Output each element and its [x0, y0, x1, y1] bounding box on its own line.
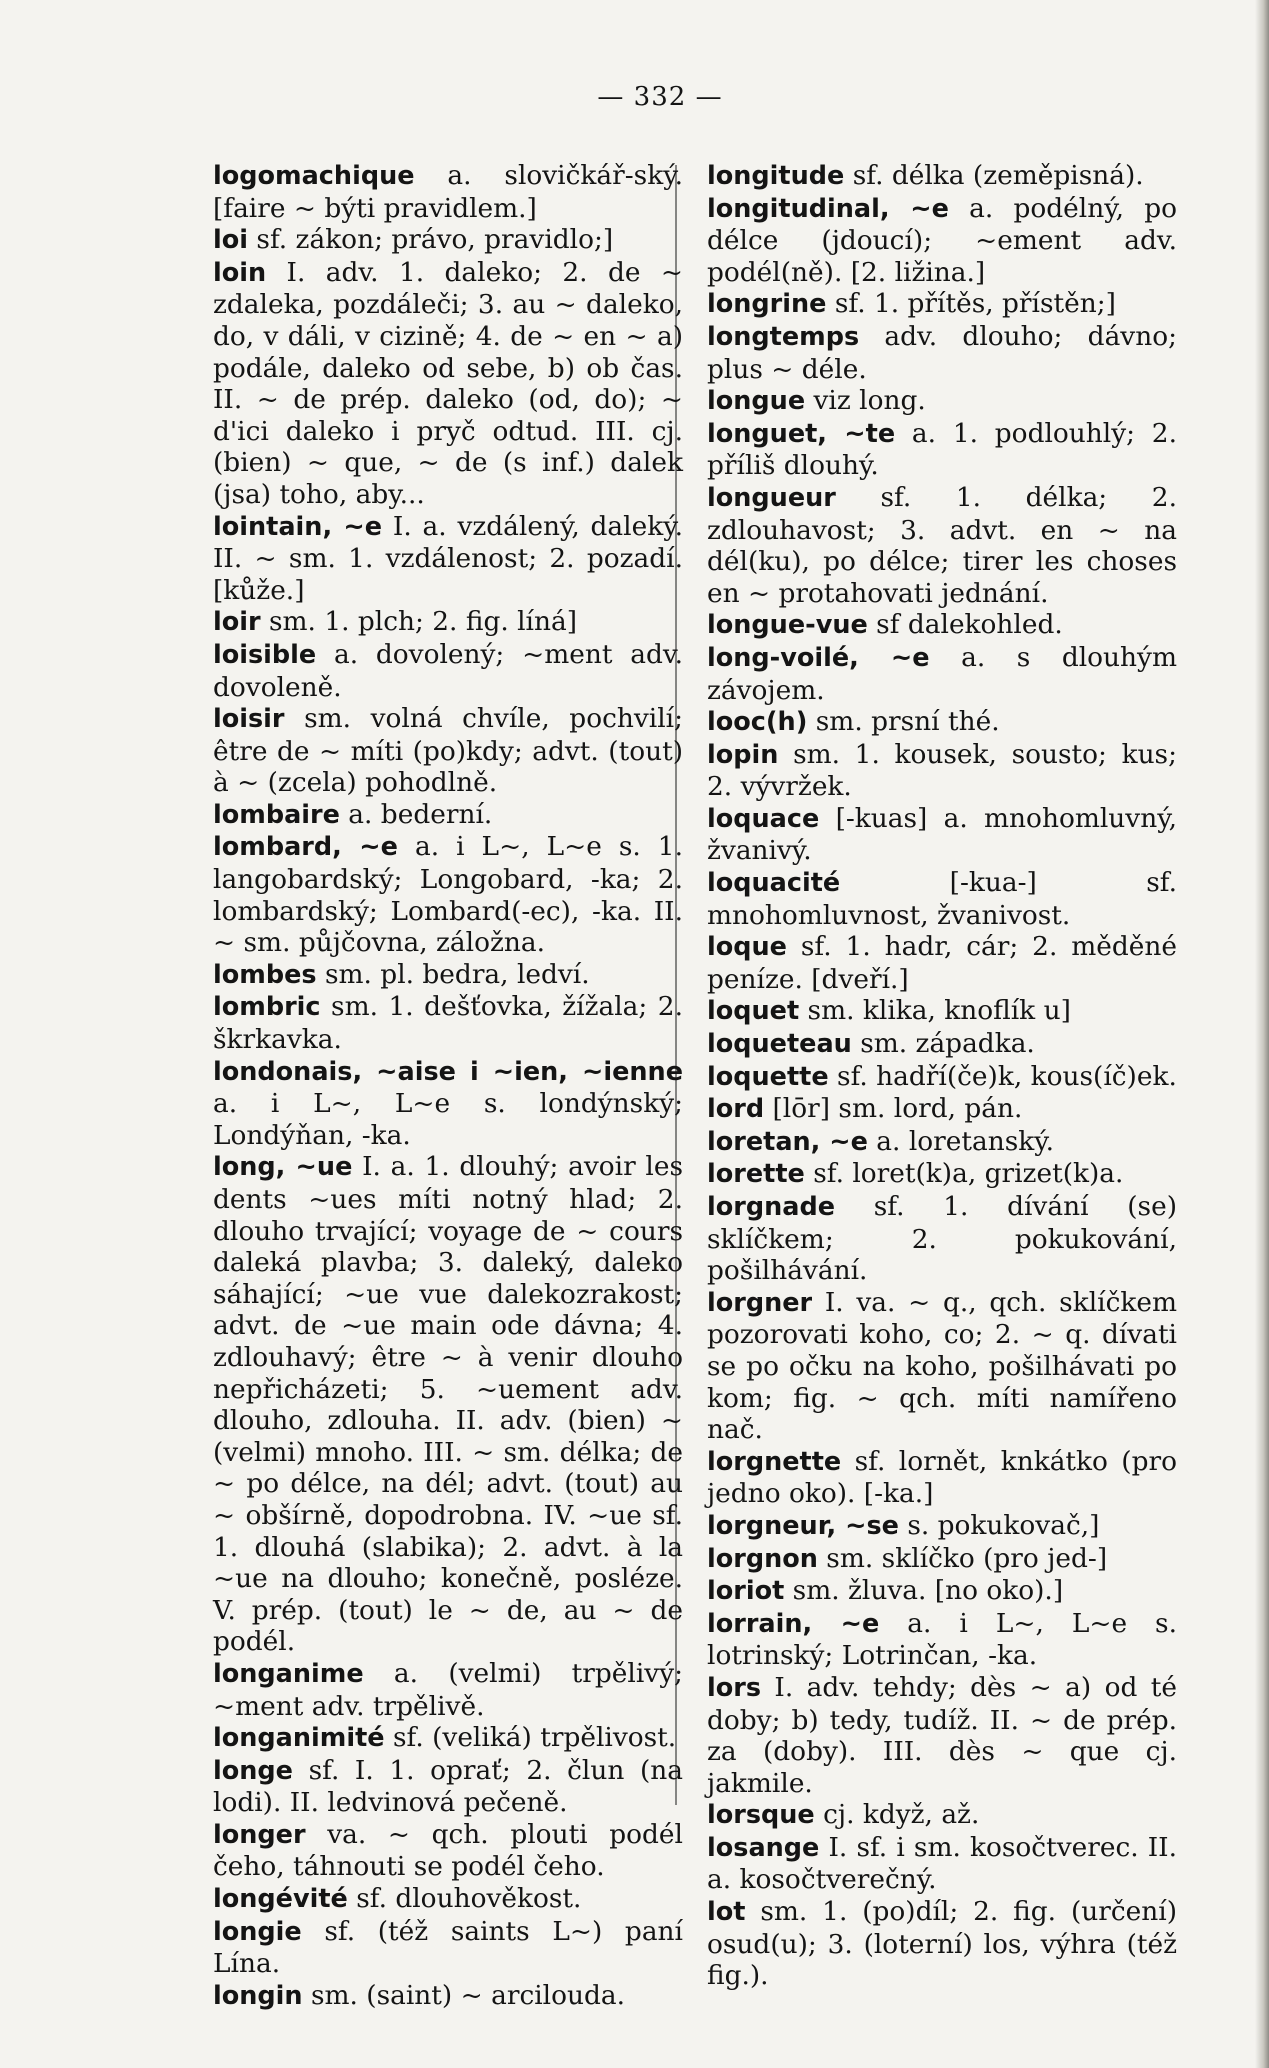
- dictionary-entry: [707, 1799, 1177, 1832]
- entry-headword: long-voilé, ~e: [707, 642, 930, 673]
- dictionary-entry: [213, 639, 683, 703]
- entry-headword: longuet, ~te: [707, 418, 896, 449]
- dictionary-entry: [707, 1446, 1177, 1510]
- dictionary-entry: [707, 1061, 1177, 1094]
- entry-headword: lorette: [707, 1159, 805, 1190]
- entry-headword: lorgnon: [707, 1543, 818, 1574]
- entry-headword: lombric: [213, 992, 321, 1023]
- entry-definition: adv. dlouho; dávno; plus ~ déle.: [707, 320, 1177, 385]
- entry-headword: loi: [213, 225, 249, 256]
- entry-definition: sm. 1. (po)díl; 2. fig. (určení) osud(u); 3. (loterní) los, výhra (též fig.).: [707, 1896, 1177, 1992]
- dictionary-entry: [213, 1755, 683, 1819]
- entry-headword: loisir: [213, 704, 285, 735]
- entry-headword: longue: [707, 386, 806, 417]
- entry-definition: sf. lornět, knkátko (pro jedno oko). [-ka.]: [707, 1445, 1177, 1510]
- entry-definition: sf. I. 1. oprať; 2. člun (na lodi). II. ledvinová pečeně.: [213, 1754, 683, 1819]
- entry-definition: sf. 1. hadr, cár; 2. měděné peníze. [dveří.]: [707, 931, 1177, 995]
- entry-headword: lombes: [213, 959, 317, 990]
- entry-headword: longrine: [707, 289, 827, 320]
- dictionary-entry: [707, 642, 1177, 706]
- entry-headword: loquette: [707, 1061, 829, 1092]
- entry-definition: I. a. vzdálený, daleký. II. ~ sm. 1. vzdálenost; 2. pozadí. [kůže.]: [213, 510, 684, 606]
- dictionary-entry: [707, 1543, 1177, 1576]
- dictionary-entry: [213, 1883, 683, 1916]
- entry-definition: sm. 1. kousek, sousto; kus; 2. vývržek.: [707, 738, 1177, 803]
- entry-headword: loriot: [707, 1576, 785, 1607]
- dictionary-entry: [707, 1126, 1177, 1159]
- page-number: — 332 —: [597, 82, 723, 112]
- entry-headword: lorgneur, ~se: [707, 1510, 899, 1541]
- entry-headword: logomachique: [213, 161, 415, 191]
- entry-definition: sf. 1. dívání (se) sklíčkem; 2. pokukování, pošilhávání.: [707, 1191, 1177, 1287]
- entry-headword: longanimité: [213, 1723, 385, 1754]
- dictionary-entry: [213, 606, 683, 639]
- entry-definition: sm. 1. dešťovka, žížala; 2. škrkavka.: [213, 991, 683, 1056]
- entry-definition: I. a. 1. dlouhý; avoir les dents ~ues míti notný hlad; 2. dlouho trvající; voyage de ~ cours daleká plavba; 3. daleký, daleko sáhající; ~ue vue dalekozrakost; advt. de ~ue main ode dávna; 4. zdlouhavý; être ~ à venir dlouho nepřicházeti; 5. ~uement adv. dlouho, zdlouha. II. adv. (bien) ~ (velmi) mnoho. III. ~ sm. délka; de ~ po délce, na dél; advt. (tout) au ~ obšírně, dopodrobna. IV. ~ue sf. 1. dlouhá (slabika); 2. advt. à la ~ue na dlouho; konečně, posléze. V. prép. (tout) le ~ de, au ~ de podél.: [213, 1151, 683, 1658]
- dictionary-entry: [707, 706, 1177, 739]
- entry-headword: losange: [707, 1832, 820, 1863]
- dictionary-entry: [707, 739, 1177, 803]
- entry-definition: cj. když, až.: [814, 1799, 980, 1831]
- entry-definition: a. dovolený; ~ment adv. dovoleně.: [213, 638, 683, 703]
- entry-definition: a. loretanský.: [867, 1125, 1055, 1157]
- entry-definition: [-kua-] sf. mnohomluvnost, žvanivost.: [707, 867, 1177, 931]
- entry-definition: [-kuas] a. mnohomluvný, žvanivý.: [707, 802, 1177, 867]
- entry-headword: lopin: [707, 739, 779, 770]
- entry-definition: sm. západka.: [851, 1028, 1035, 1060]
- dictionary-entry: [213, 1151, 683, 1658]
- entry-headword: lord: [707, 1094, 765, 1125]
- entry-definition: sf. zákon; právo, pravidlo;]: [248, 224, 614, 256]
- entry-definition: va. ~ qch. plouti podél čeho, táhnouti se podél čeho.: [213, 1818, 683, 1883]
- dictionary-entry: [707, 1191, 1177, 1287]
- dictionary-entry: [707, 482, 1177, 609]
- dictionary-entry: [707, 803, 1177, 867]
- entry-definition: I. va. ~ q., qch. sklíčkem pozorovati koho, co; 2. ~ q. dívati se po očku na koho, pošilhávati po kom; fig. ~ qch. míti namířeno nač.: [707, 1286, 1177, 1446]
- entry-headword: loin: [213, 257, 267, 288]
- entry-headword: longue-vue: [707, 610, 868, 641]
- entry-headword: londonais, ~aise i ~ien, ~ienne: [213, 1056, 683, 1087]
- entry-headword: loisible: [213, 639, 317, 670]
- dictionary-entry: [213, 511, 683, 607]
- dictionary-entry: [213, 991, 683, 1055]
- entry-headword: longueur: [707, 482, 836, 513]
- dictionary-entry: [213, 831, 683, 958]
- entry-definition: sm. (saint) ~ arcilouda.: [302, 1979, 626, 2011]
- dictionary-entry: [707, 321, 1177, 385]
- entry-definition: a. (velmi) trpělivý; ~ment adv. trpělivě.: [213, 1657, 683, 1722]
- entry-definition: I. adv. 1. daleko; 2. de ~ zdaleka, pozdáleči; 3. au ~ daleko, do, v dáli, v cizině; 4. de ~ en ~ a) podále, daleko od sebe, b) ob čas. II. ~ de prép. daleko (od, do); ~ d'ici daleko i pryč odtud. III. cj. (bien) ~ que, ~ de (s inf.) dalek (jsa) toho, aby...: [213, 256, 683, 510]
- entry-headword: loquacité: [707, 868, 841, 899]
- entry-definition: sf dalekohled.: [867, 609, 1063, 641]
- page-edge: [1255, 0, 1269, 2068]
- entry-headword: lot: [707, 1897, 746, 1928]
- entry-definition: a. i L~, L~e s. londýnský; Londýňan, -ka.: [213, 1088, 683, 1151]
- entry-headword: loque: [707, 932, 787, 963]
- entry-definition: sm. klika, knoflík u]: [799, 995, 1071, 1027]
- entry-headword: long, ~ue: [213, 1152, 353, 1183]
- dictionary-entry: [707, 160, 1177, 193]
- dictionary-entry: [707, 1608, 1177, 1672]
- entry-definition: a. podélný, po délce (jdoucí); ~ement adv. podél(ně). [2. ližina.]: [707, 192, 1177, 288]
- entry-headword: lorrain, ~e: [707, 1608, 880, 1639]
- entry-headword: longer: [213, 1819, 306, 1850]
- entry-definition: sf. 1. přítěs, přístěn;]: [826, 288, 1116, 320]
- entry-definition: I. sf. i sm. kosočtverec. II. a. kosočtverečný.: [707, 1831, 1177, 1896]
- dictionary-entry: [213, 160, 683, 224]
- entry-definition: [lōr] sm. lord, pán.: [764, 1093, 1023, 1125]
- entry-definition: a. 1. podlouhlý; 2. příliš dlouhý.: [707, 417, 1177, 482]
- entry-definition: viz long.: [805, 385, 926, 417]
- entry-definition: sf. loret(k)a, grizet(k)a.: [804, 1158, 1124, 1190]
- dictionary-entry: [213, 1980, 683, 2013]
- right-column: [707, 160, 1177, 1992]
- left-column: [213, 160, 683, 2012]
- entry-definition: sm. 1. plch; 2. fig. líná]: [260, 606, 578, 638]
- dictionary-entry: [707, 867, 1177, 931]
- entry-definition: sf. délka (zeměpisná).: [844, 160, 1144, 191]
- entry-headword: lombaire: [213, 799, 340, 830]
- dictionary-entry: [707, 288, 1177, 321]
- entry-headword: lors: [707, 1672, 762, 1703]
- dictionary-entry: [213, 703, 683, 799]
- entry-definition: sm. pl. bedra, ledví.: [316, 958, 590, 990]
- entry-headword: loir: [213, 607, 261, 638]
- entry-headword: lorgnade: [707, 1192, 835, 1222]
- entry-headword: loquace: [707, 803, 820, 834]
- entry-headword: loretan, ~e: [707, 1126, 868, 1157]
- entry-definition: sf. 1. délka; 2. zdlouhavost; 3. advt. en ~ na dél(ku), po délce; tirer les choses en ~ protahovati jednání.: [707, 481, 1177, 609]
- entry-headword: lorgnette: [707, 1446, 842, 1477]
- dictionary-entry: [213, 1056, 683, 1152]
- entry-headword: longitudinal, ~e: [707, 193, 949, 224]
- entry-definition: a. i L~, L~e s. lotrinský; Lotrinčan, -ka.: [707, 1607, 1177, 1672]
- dictionary-entry: [707, 1158, 1177, 1191]
- dictionary-entry: [213, 1722, 683, 1755]
- dictionary-entry: [213, 1819, 683, 1883]
- entry-headword: longin: [213, 1980, 303, 2011]
- entry-headword: longanime: [213, 1658, 364, 1689]
- dictionary-entry: [213, 224, 683, 257]
- dictionary-entry: [707, 1575, 1177, 1608]
- entry-definition: a. slovičkář-ský. [faire ~ býti pravidlem.]: [213, 160, 683, 224]
- entry-headword: longie: [213, 1916, 302, 1947]
- dictionary-entry: [707, 1093, 1177, 1126]
- entry-headword: lombard, ~e: [213, 832, 398, 863]
- dictionary-entry: [707, 1510, 1177, 1543]
- dictionary-entry: [707, 1832, 1177, 1896]
- entry-definition: sf. (veliká) trpělivost.: [384, 1722, 677, 1754]
- entry-headword: lorgner: [707, 1287, 813, 1318]
- entry-headword: lorsque: [707, 1800, 815, 1831]
- dictionary-entry: [707, 609, 1177, 642]
- entry-definition: a. bederní.: [339, 798, 493, 830]
- entry-headword: lointain, ~e: [213, 511, 383, 542]
- entry-definition: I. adv. tehdy; dès ~ a) od té doby; b) tedy, tudíž. II. ~ de prép. za (doby). III. dès ~ que cj. jakmile.: [707, 1671, 1177, 1799]
- dictionary-entry: [213, 257, 683, 511]
- entry-headword: looc(h): [707, 707, 808, 738]
- dictionary-entry: [213, 799, 683, 832]
- entry-definition: sm. volná chvíle, pochvilí; être de ~ míti (po)kdy; advt. (tout) à ~ (zcela) pohodlně.: [213, 703, 683, 799]
- dictionary-entry: [707, 1672, 1177, 1799]
- entry-definition: sf. hadří(če)k, kous(íč)ek.: [828, 1060, 1177, 1092]
- entry-definition: s. pokukovač,]: [898, 1509, 1100, 1541]
- dictionary-entry: [707, 1896, 1177, 1992]
- dictionary-entry: [213, 1658, 683, 1722]
- entry-definition: a. s dlouhým závojem.: [707, 641, 1177, 706]
- dictionary-entry: [213, 1916, 683, 1980]
- dictionary-entry: [707, 931, 1177, 995]
- dictionary-entry: [707, 995, 1177, 1028]
- dictionary-entry: [707, 418, 1177, 482]
- entry-headword: longe: [213, 1755, 293, 1786]
- entry-definition: sm. prsní thé.: [807, 706, 1000, 738]
- entry-definition: sm. sklíčko (pro jed-]: [817, 1542, 1108, 1574]
- entry-headword: loqueteau: [707, 1029, 852, 1060]
- dictionary-entry: [707, 193, 1177, 289]
- dictionary-entry: [707, 385, 1177, 418]
- entry-definition: sf. (též saints L~) paní Lína.: [213, 1915, 683, 1980]
- entry-headword: longitude: [707, 161, 845, 191]
- dictionary-entry: [707, 1287, 1177, 1446]
- dictionary-entry: [213, 959, 683, 992]
- entry-headword: longévité: [213, 1884, 348, 1915]
- entry-headword: loquet: [707, 996, 800, 1027]
- dictionary-entry: [707, 1028, 1177, 1061]
- entry-definition: a. i L~, L~e s. 1. langobardský; Longobard, -ka; 2. lombardský; Lombard(-ec), -ka. II. ~ sm. půjčovna, záložna.: [213, 831, 683, 959]
- entry-definition: sf. dlouhověkost.: [347, 1883, 582, 1915]
- entry-definition: sm. žluva. [no oko).]: [784, 1575, 1064, 1607]
- entry-headword: longtemps: [707, 321, 860, 352]
